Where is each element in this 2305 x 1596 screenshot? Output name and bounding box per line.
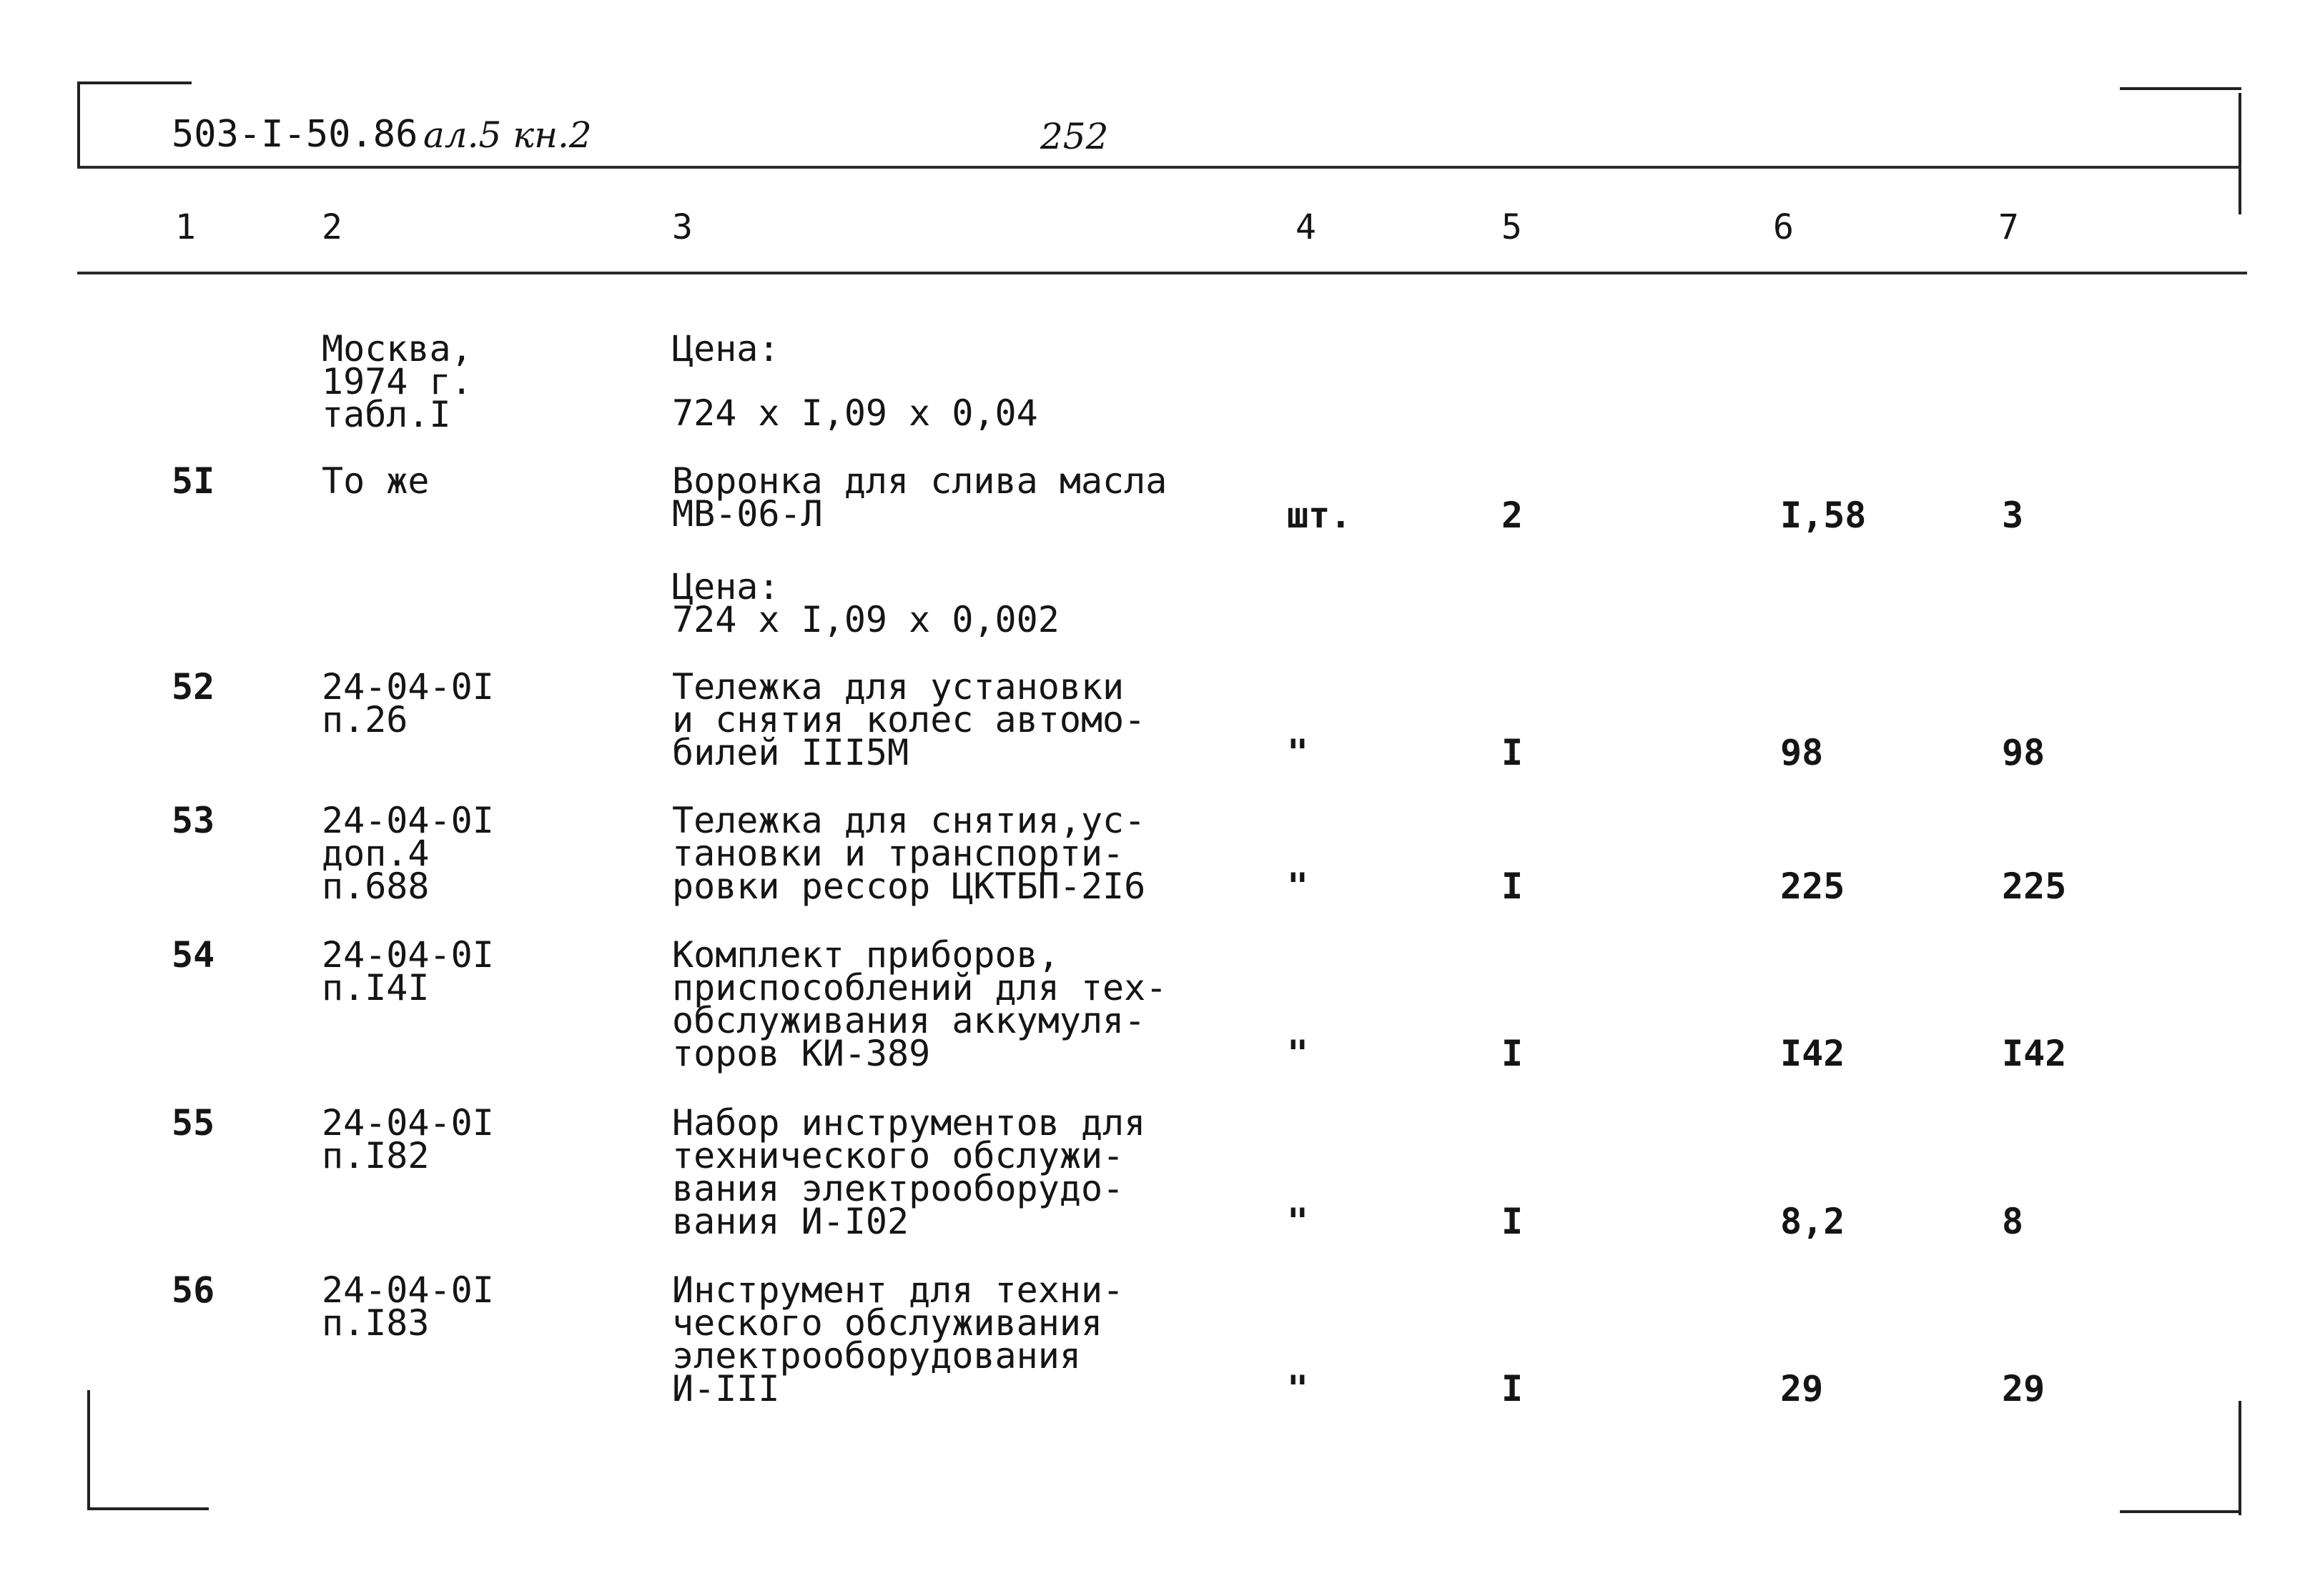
row-price-note: Цена: 724 x I,09 x 0,002 xyxy=(672,566,1060,640)
frame-corner-top-right-v xyxy=(2239,93,2241,214)
frame-corner-top-right-h xyxy=(2120,87,2241,90)
row-price: I,58 xyxy=(1780,495,1867,536)
header-rule xyxy=(79,166,2241,169)
row-quantity: I xyxy=(1501,1201,1524,1242)
row-price: I42 xyxy=(1780,1033,1845,1074)
row-price: 98 xyxy=(1780,732,1824,773)
preamble-price-formula: 724 x I,09 x 0,04 xyxy=(672,392,1038,434)
row-price: 8,2 xyxy=(1780,1201,1845,1242)
row-number: 52 xyxy=(172,666,215,708)
column-number-4: 4 xyxy=(1295,207,1316,247)
row-total: 29 xyxy=(2002,1368,2045,1409)
row-source: 24-04-0I п.I83 xyxy=(322,1269,494,1344)
row-name: Тележка для установки и снятия колес автомо- билей III5M xyxy=(672,666,1146,773)
frame-corner-bottom-left-v xyxy=(87,1390,90,1510)
row-name: Комплект приборов, приспособлений для тех- обслуживания аккумуля- торов КИ-389 xyxy=(672,934,1168,1074)
column-number-1: 1 xyxy=(175,207,196,247)
frame-corner-top-left-h xyxy=(77,81,192,84)
row-source: 24-04-0I доп.4 п.688 xyxy=(322,800,494,907)
row-name: Тележка для снятия,ус- тановки и транспорти- ровки рессор ЦКТБП-2I6 xyxy=(672,800,1146,907)
column-header-rule xyxy=(77,272,2247,274)
column-number-7: 7 xyxy=(1998,207,2019,247)
row-quantity: I xyxy=(1501,1033,1524,1074)
row-quantity: I xyxy=(1501,866,1524,907)
row-quantity: I xyxy=(1501,732,1524,773)
row-number: 54 xyxy=(172,934,215,976)
row-name: Инструмент для техни- ческого обслуживания электрооборудования И-III xyxy=(672,1269,1125,1409)
row-number: 56 xyxy=(172,1269,215,1311)
page-number: 252 xyxy=(1040,116,1109,157)
frame-corner-bottom-right-h xyxy=(2120,1510,2241,1513)
row-number: 55 xyxy=(172,1102,215,1144)
frame-corner-bottom-left-h xyxy=(87,1507,209,1510)
row-unit: шт. xyxy=(1287,495,1352,536)
frame-corner-top-left-v xyxy=(77,81,80,169)
row-source: 24-04-0I п.I4I xyxy=(322,934,494,1008)
row-number: 5I xyxy=(172,460,215,502)
row-price: 225 xyxy=(1780,866,1845,907)
row-total: 225 xyxy=(2002,866,2067,907)
column-number-5: 5 xyxy=(1501,207,1522,247)
row-total: 8 xyxy=(2002,1201,2024,1242)
row-unit: " xyxy=(1287,732,1309,773)
handwritten-annotation: ал.5 кн.2 xyxy=(423,114,592,156)
row-price: 29 xyxy=(1780,1368,1824,1409)
column-number-3: 3 xyxy=(672,207,693,247)
row-name: Набор инструментов для технического обслужи- вания электрооборудо- вания И-I02 xyxy=(672,1102,1146,1242)
document-code: 503-I-50.86 xyxy=(172,113,418,156)
row-unit: " xyxy=(1287,1201,1309,1242)
row-quantity: I xyxy=(1501,1368,1524,1409)
preamble-source: Москва, 1974 г. табл.I xyxy=(322,328,473,435)
row-name: Воронка для слива масла МВ-06-Л xyxy=(672,460,1168,535)
row-total: 98 xyxy=(2002,732,2045,773)
row-source: 24-04-0I п.26 xyxy=(322,666,494,740)
preamble-price-label: Цена: xyxy=(672,328,780,370)
row-total: 3 xyxy=(2002,495,2024,536)
row-source: То же xyxy=(322,460,430,502)
row-unit: " xyxy=(1287,1368,1309,1409)
column-number-2: 2 xyxy=(322,207,342,247)
row-unit: " xyxy=(1287,866,1309,907)
frame-corner-bottom-right-v xyxy=(2239,1401,2241,1515)
column-number-6: 6 xyxy=(1773,207,1794,247)
row-source: 24-04-0I п.I82 xyxy=(322,1102,494,1176)
row-unit: " xyxy=(1287,1033,1309,1074)
row-total: I42 xyxy=(2002,1033,2067,1074)
row-number: 53 xyxy=(172,800,215,841)
row-quantity: 2 xyxy=(1501,495,1524,536)
